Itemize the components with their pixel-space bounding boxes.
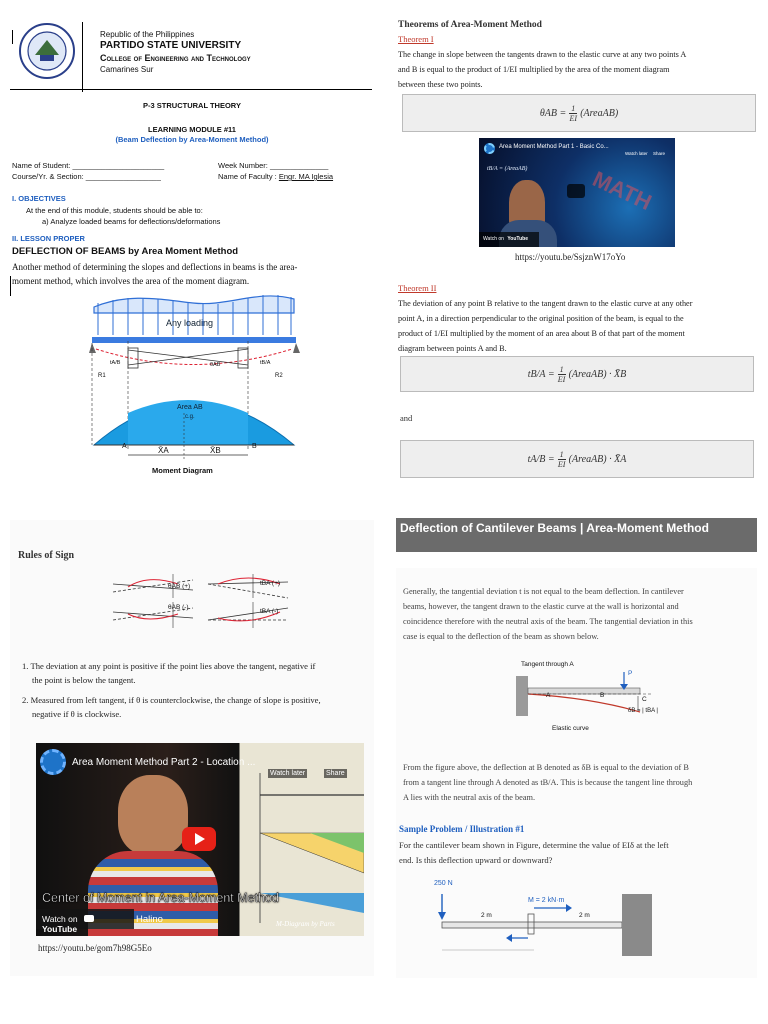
sample-moment-label: M = 2 kN·m <box>528 897 565 904</box>
video-2-share[interactable]: Share <box>326 770 345 777</box>
video-2-halino: Halino <box>136 914 163 925</box>
sample-span-1: 2 m <box>481 912 492 919</box>
equation-2-rhs: (AreaAB) · X̄B <box>568 368 627 380</box>
moment-diagram-caption: Moment Diagram <box>152 466 213 475</box>
sample-span-2: 2 m <box>579 912 590 919</box>
cantilever-p2-line-2: from a tangent line through A denoted as tB/A. This is because the tangent line through <box>403 778 693 787</box>
rule-2-line-2: negative if θ is clockwise. <box>32 709 122 719</box>
fraction-numerator: 1 <box>571 103 576 113</box>
fraction-numerator: 1 <box>559 449 564 459</box>
beam-moment-figure <box>88 285 300 480</box>
equation-2-box <box>400 356 754 392</box>
cantilever-banner <box>396 518 757 552</box>
video-2-channel-gear <box>40 749 66 775</box>
sample-problem-line-1: For the cantilever beam shown in Figure, determine the value of EIδ at the left <box>399 840 669 850</box>
presenter-face <box>118 775 188 855</box>
video-1-brand: MATH <box>588 166 656 215</box>
equation-3-rhs: (AreaAB) · X̄A <box>568 453 627 465</box>
area-ab-label: Area AB <box>177 404 203 411</box>
equation-1-rhs: (AreaAB) <box>580 107 619 119</box>
cantilever-deflection-figure <box>512 660 672 740</box>
rule-2-line-1: 2. Measured from left tangent, if θ is counterclockwise, the change of slope is positive, <box>22 695 321 705</box>
sample-problem-heading: Sample Problem / Illustration #1 <box>399 824 525 834</box>
video-1-play-button[interactable] <box>567 184 585 198</box>
positive-t-label: tBA (+) <box>260 580 281 587</box>
lesson-heading: II. LESSON PROPER <box>12 234 85 243</box>
objectives-heading: I. OBJECTIVES <box>12 194 66 203</box>
fraction-denominator: EI <box>557 374 566 384</box>
point-a-label: A <box>122 443 127 450</box>
republic-text: Republic of the Philippines <box>100 30 195 39</box>
equation-1-lhs: θAB = <box>539 107 567 119</box>
video-2-embed[interactable] <box>36 743 364 936</box>
centroid-label: c.g. <box>185 414 195 420</box>
video-1-formula-overlay <box>487 166 527 172</box>
faculty-value: Engr. MA Iglesia <box>278 172 334 181</box>
video-1-channel-gear <box>484 143 495 154</box>
cantilever-p2-line-3: A lies with the neutral axis of the beam. <box>403 793 536 802</box>
cantilever-p1-line-1: Generally, the tangential deviation t is not equal to the beam deflection. In cantilever <box>403 587 684 596</box>
course-section-field: Course/Yr. & Section: __________________ <box>12 172 161 181</box>
cantilever-banner-title: Deflection of Cantilever Beams | Area-Moment Method <box>400 521 709 535</box>
course-code: P-3 STRUCTURAL THEORY <box>143 101 241 110</box>
positive-theta-label: θAB (+) <box>168 583 191 590</box>
college-name: College of Engineering and Technology <box>100 53 251 63</box>
sample-problem-line-2: end. Is this deflection upward or downward? <box>399 855 553 865</box>
fig-a-label: A <box>546 692 551 699</box>
xa-label: X̄A <box>158 446 169 455</box>
cantilever-p1-line-3: coincidence therefore with the neutral axis of the beam. The tangential deviation in this <box>403 617 693 626</box>
right-reaction-label: R2 <box>275 373 283 379</box>
faculty-label: Name of Faculty : <box>218 172 279 181</box>
university-name: PARTIDO STATE UNIVERSITY <box>100 40 242 51</box>
fig-elastic-label: Elastic curve <box>552 725 589 732</box>
module-subtitle: (Beam Deflection by Area-Moment Method) <box>115 135 269 144</box>
sample-beam-figure <box>430 880 660 960</box>
fig-b-label: B <box>600 692 605 699</box>
and-text: and <box>400 413 413 423</box>
video-1-watch-on-label: Watch on <box>483 236 504 242</box>
rules-heading: Rules of Sign <box>18 550 75 561</box>
video-1-youtube-label: YouTube <box>507 236 528 242</box>
theorem-1-line-1: The change in slope between the tangents drawn to the elastic curve at any two points A <box>398 50 687 59</box>
lesson-intro-line-2: moment method, which involves the area of the moment diagram. <box>12 276 250 286</box>
location-text: Camarines Sur <box>100 65 154 74</box>
tangent-ba-label: tB/A <box>260 360 271 366</box>
video-2-watch-later[interactable]: Watch later <box>270 770 306 777</box>
xb-label: X̄B <box>210 446 221 455</box>
video-2-url[interactable]: https://youtu.be/gom7h98G5Eo <box>38 943 152 953</box>
theorem-2-line-3: product of 1/EI multiplied by the moment of an area about B of that part of the moment <box>398 329 685 338</box>
point-b-label: B <box>252 443 257 450</box>
theorems-heading: Theorems of Area-Moment Method <box>398 20 542 30</box>
equation-2-lhs: tB/A = <box>527 368 555 380</box>
sign-convention-figure <box>108 564 308 636</box>
theorem-2-line-1: The deviation of any point B relative to the tangent drawn to the elastic curve at any other <box>398 299 693 308</box>
rule-1-line-2: the point is below the tangent. <box>32 675 136 685</box>
video-2-mdiagram-label: M-Diagram by Parts <box>276 920 335 928</box>
lesson-title: DEFLECTION OF BEAMS by Area Moment Method <box>12 246 239 257</box>
left-margin-line <box>12 30 13 44</box>
objectives-intro: At the end of this module, students should be able to: <box>26 206 203 215</box>
equation-1-box <box>402 94 756 132</box>
header-rule <box>10 89 372 90</box>
equation-3-lhs: tA/B = <box>527 453 555 465</box>
sample-load-label: 250 N <box>434 880 453 887</box>
negative-t-label: tBA (-) <box>260 608 279 615</box>
left-reaction-label: R1 <box>98 373 106 379</box>
theorem-1-line-3: between these two points. <box>398 80 483 89</box>
video-1-watch-on[interactable] <box>479 232 539 247</box>
fraction-denominator: EI <box>569 113 577 123</box>
fig-c-label: C <box>642 696 647 703</box>
video-2-watch-on[interactable] <box>36 909 134 934</box>
theta-label: θAB <box>210 362 221 368</box>
video-2-watch-on-label: Watch on <box>42 914 78 924</box>
video-2-youtube-label: YouTube <box>42 924 78 934</box>
fraction-denominator: EI <box>557 459 566 469</box>
video-2-play-button[interactable] <box>182 827 216 851</box>
objective-item: a) Analyze loaded beams for deflections/deformations <box>42 217 221 226</box>
negative-theta-label: θAB (-) <box>168 604 189 611</box>
load-label: Any loading <box>166 318 214 328</box>
video-1-title[interactable]: Area Moment Method Part 1 - Basic Co... <box>499 144 609 150</box>
student-name-field: Name of Student: ______________________ <box>12 161 165 170</box>
week-number-field: Week Number: ______________ <box>218 161 329 170</box>
cantilever-p1-line-2: beams, however, the tangent drawn to the elastic curve at the wall is horizontal and <box>403 602 679 611</box>
video-1-share[interactable]: Share <box>653 151 666 156</box>
equation-3-fraction <box>558 450 566 469</box>
equation-2-fraction <box>558 365 566 384</box>
module-number: LEARNING MODULE #11 <box>148 125 236 134</box>
theorem-2-line-4: diagram between points A and B. <box>398 344 507 353</box>
video-1-watch-later[interactable]: Watch later <box>625 151 648 156</box>
equation-3-box <box>400 440 754 478</box>
tangent-ab-label: tA/B <box>110 360 121 366</box>
equation-1-fraction <box>569 104 577 123</box>
fig-p-label: P <box>628 670 633 677</box>
video-1-url[interactable]: https://youtu.be/SsjznW17oYo <box>515 252 626 262</box>
video-2-title[interactable]: Area Moment Method Part 2 - Location ... <box>72 757 256 768</box>
video-1-formula-rhs: (AreaAB) <box>504 166 528 172</box>
fraction-numerator: 1 <box>559 364 564 374</box>
faculty-field <box>218 172 333 181</box>
lesson-intro-line-1: Another method of determining the slopes and deflections in beams is the area- <box>12 262 298 272</box>
theorem-2-label: Theorem II <box>398 283 437 293</box>
video-2-caption: Center of Moment in Area-Moment Method <box>42 891 279 905</box>
rule-1-line-1: 1. The deviation at any point is positive if the point lies above the tangent, negative if <box>22 661 316 671</box>
video-1-formula-lhs: tB/A = <box>487 166 504 172</box>
fig-delta-label: δB = | tBA | <box>628 708 658 714</box>
video-1-embed[interactable] <box>479 138 675 247</box>
theorem-1-label: Theorem I <box>398 34 434 44</box>
text-cursor <box>10 276 11 296</box>
theorem-2-line-2: point A, in a direction perpendicular to the original position of the beam, is equal to the <box>398 314 684 323</box>
theorem-1-line-2: and B is equal to the product of 1/EI multiplied by the area of the moment diagram <box>398 65 670 74</box>
cantilever-p2-line-1: From the figure above, the deflection at B denoted as δB is equal to the deviation of B <box>403 763 689 772</box>
youtube-icon <box>84 915 94 922</box>
header-divider <box>82 22 83 92</box>
university-seal <box>18 22 76 80</box>
cantilever-p1-line-4: case is equal to the deflection of the beam as shown below. <box>403 632 599 641</box>
fig-tangent-label: Tangent through A <box>521 661 574 668</box>
